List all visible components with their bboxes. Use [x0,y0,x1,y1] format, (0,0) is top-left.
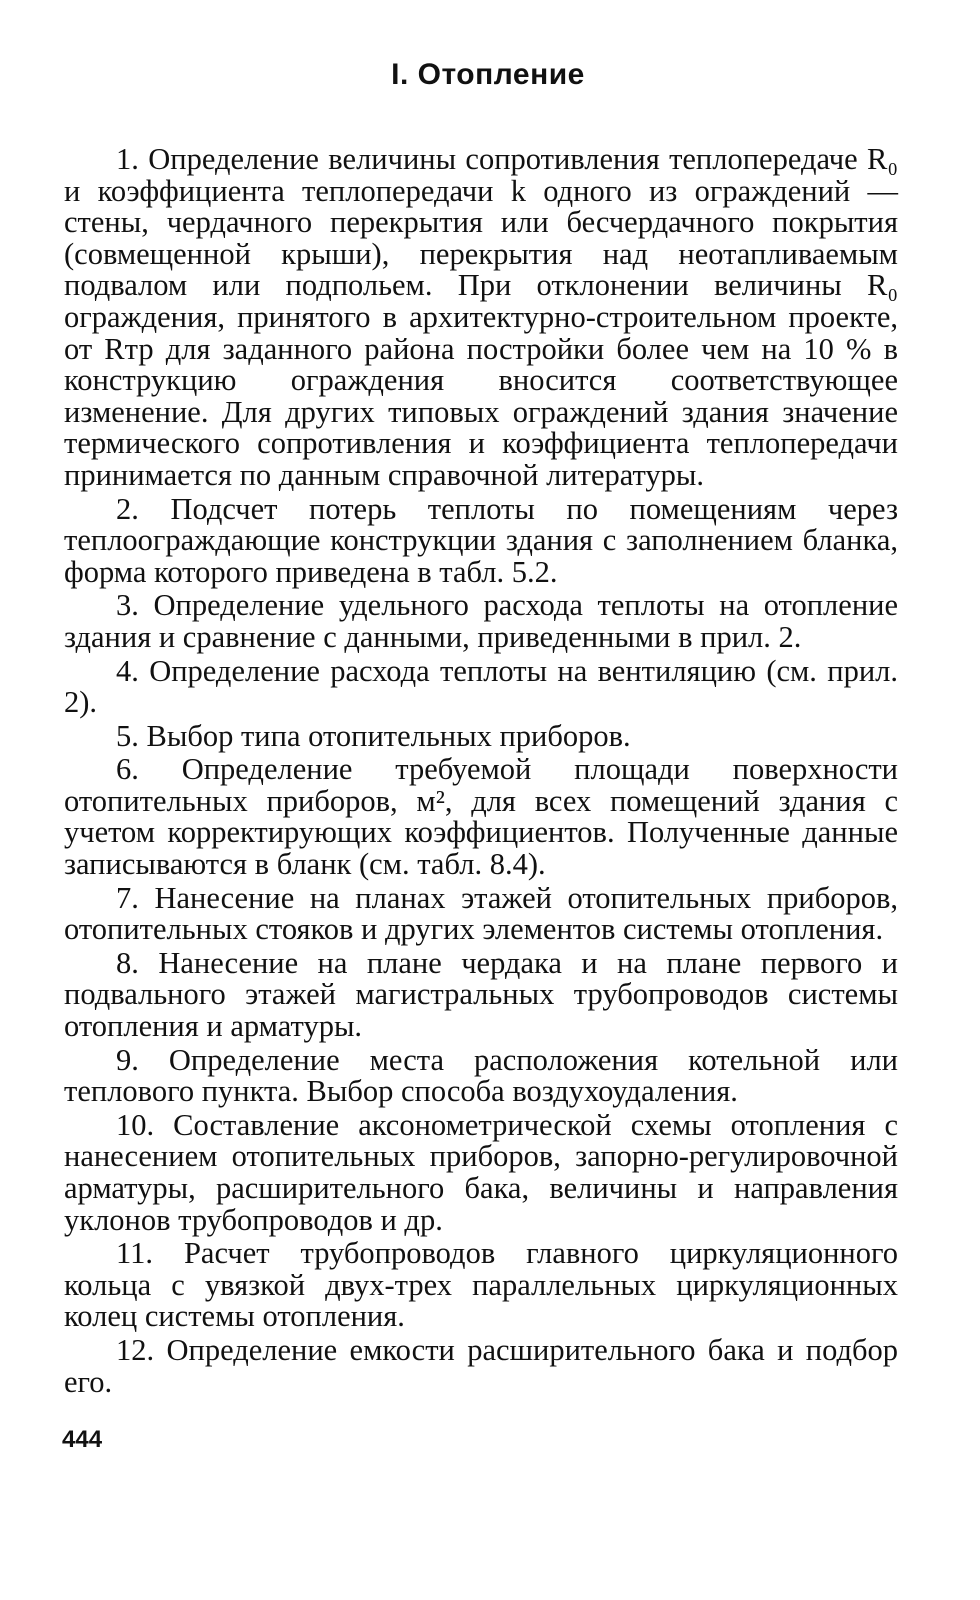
page-number: 444 [62,1426,103,1453]
numbered-list [64,144,898,1398]
list-item: 7. Нанесение на планах этажей отопительных приборов, отопительных стояков и других элементов системы отопления. [64,880,899,947]
list-item: 9. Определение места расположения котельной или теплового пункта. Выбор способа воздухоудаления. [64,1042,899,1109]
list-item: 3. Определение удельного расхода теплоты на отопление здания и сравнение с данными, приведенными в прил. 2. [64,588,898,654]
list-item: 10. Составление аксонометрической схемы отопления с нанесением отопительных приборов, запорно-регулировочной арматуры, расширительного бака, величины и направления уклонов трубопроводов и др. [64,1107,899,1237]
list-item: 1. Определение величины сопротивления теплопередаче R₀ и коэффициента теплопередачи k одного из ограждений — стены, чердачного перекрытия или бесчердачного покрытия (совмещенной крыши), перекрытия над неотапливаемым подвалом или подпольем. При отклонении величины R₀ ограждения, принятого в архитектурно-строительном проекте, от Rтр для заданного района постройки более чем на 10 % в конструкцию ограждения вносится соответствующее изменение. Для других типовых ограждений здания значение термического сопротивления и коэффициента теплопередачи принимается по данным справочной литературы. [64,142,899,492]
list-item: 5. Выбор типа отопительных приборов. [116,718,631,753]
list-item: 11. Расчет трубопроводов главного циркуляционного кольца с увязкой двух-трех параллельных циркуляционных колец системы отопления. [64,1236,899,1334]
list-item: 2. Подсчет потерь теплоты по помещениям через теплоограждающие конструкции здания с заполнением бланка, форма которого приведена в табл. 5.2. [64,491,899,589]
section-heading: I. Отопление [391,58,585,91]
list-item: 8. Нанесение на плане чердака и на плане первого и подвального этажей магистральных трубопроводов системы отопления и арматуры. [64,945,899,1044]
list-item: 12. Определение емкости расширительного бака и подбор его. [64,1332,898,1399]
list-item: 6. Определение требуемой площади поверхности отопительных приборов, м², для всех помещений здания с учетом корректирующих коэффициентов. Полученные данные записываются в бланк (см. табл. 8.4). [64,752,899,882]
list-item: 4. Определение расхода теплоты на вентиляцию (см. прил. 2). [64,653,898,720]
